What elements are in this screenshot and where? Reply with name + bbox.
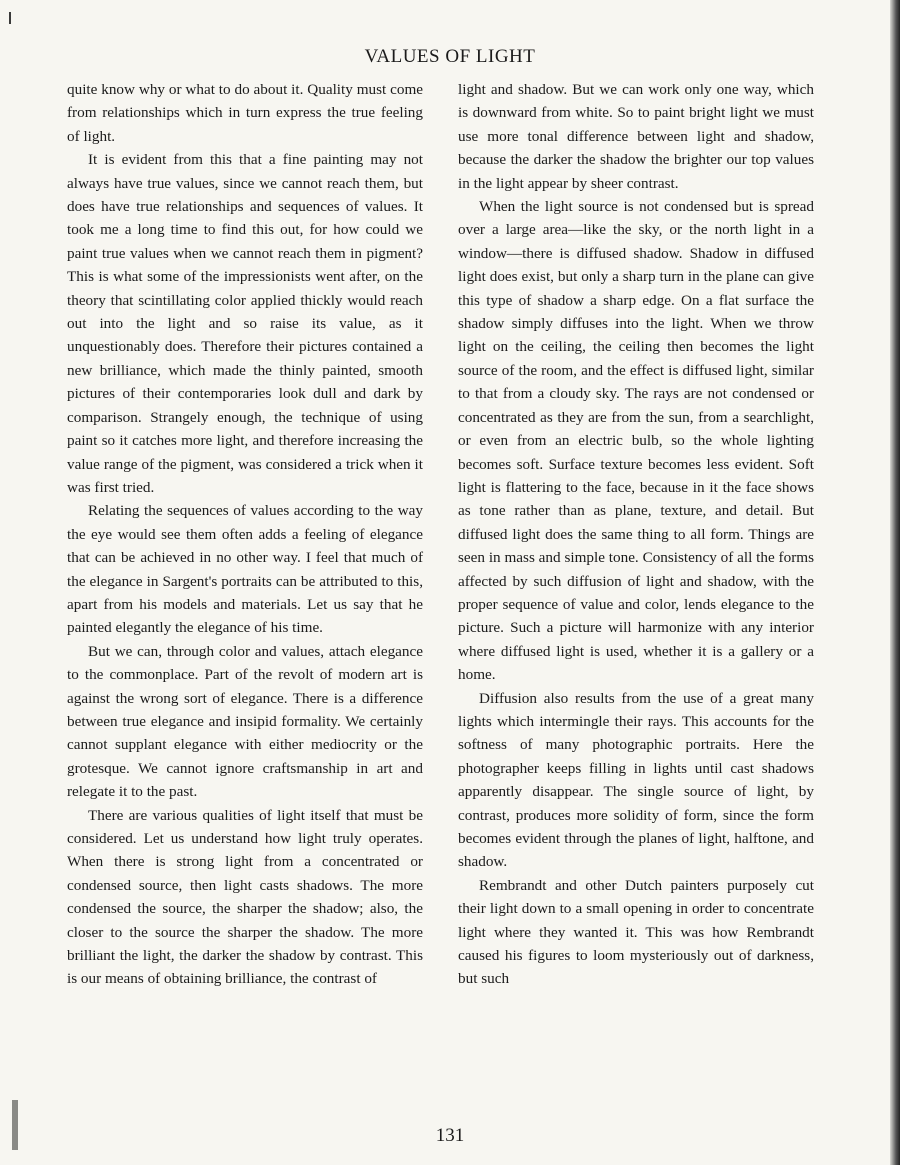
scan-mark bbox=[12, 1100, 18, 1150]
scan-mark bbox=[9, 12, 11, 24]
paragraph: There are various qualities of light itself that must be considered. Let us understand how light truly operates. When there is strong light from a concentrated or condensed source, then light casts shadows. The more condensed the source, the sharper the shadow; also, the closer to the source the sharper the shadow. The more brilliant the light, the darker the shadow by contrast. This is our means of obtaining brilliance, the contrast of bbox=[67, 806, 423, 988]
running-title: VALUES OF LIGHT bbox=[364, 46, 536, 67]
page-number: 131 bbox=[435, 1125, 465, 1146]
paragraph: Rembrandt and other Dutch painters purposely cut their light down to a small opening in order to concentrate light where they wanted it. This was how Rembrandt caused his figures to loom mysteriously out of darkness, but such bbox=[458, 876, 814, 988]
paragraph: But we can, through color and values, attach elegance to the commonplace. Part of the revolt of modern art is against the wrong sort of elegance. There is a difference between true elegance and insipid formality. We certainly cannot supplant elegance with either mediocrity or the grotesque. We cannot ignore craftsmanship in art and relegate it to the past. bbox=[67, 642, 423, 801]
right-column bbox=[458, 78, 814, 991]
paragraph: Diffusion also results from the use of a great many lights which intermingle their rays. This accounts for the softness of many photographic portraits. Here the photographer keeps filling in lights until cast shadows apparently disappear. The single source of light, by contrast, produces more solidity of form, since the form becomes evident through the planes of light, halftone, and shadow. bbox=[458, 689, 814, 871]
paragraph: light and shadow. But we can work only one way, which is downward from white. So to paint bright light we must use more tonal difference between light and shadow, because the darker the shadow the brighter our top values in the light appear by sheer contrast. bbox=[458, 81, 814, 192]
paragraph: It is evident from this that a fine painting may not always have true values, since we cannot reach them, but does have true relationships and sequences of values. It took me a long time to find this out, for how could we paint true values when we cannot reach them in pigment? This is what some of the impressionists went after, on the theory that scintillating color applied thickly would reach out into the light and so raise its value, as it unquestionably does. Therefore their pictures contained a new brilliance, which made the thinly painted, smooth pictures of their contemporaries look dull and dark by comparison. Strangely enough, the technique of using paint so it catches more light, and therefore increasing the value range of the pigment, was considered a trick when it was first tried. bbox=[67, 151, 423, 496]
paragraph: quite know why or what to do about it. Quality must come from relationships which in turn express the true feeling of light. bbox=[67, 81, 423, 145]
left-column bbox=[67, 78, 423, 991]
paragraph: When the light source is not condensed but is spread over a large area—like the sky, or the north light in a window—there is diffused shadow. Shadow in diffused light does exist, but only a sharp turn in the plane can give this type of shadow a sharp edge. On a flat surface the shadow simply diffuses into the light. When we throw light on the ceiling, the ceiling then becomes the light source of the room, and the effect is diffused light, similar to that from a cloudy sky. The rays are not condensed or concentrated as they are from the sun, from a searchlight, or even from an electric bulb, so the whole lighting becomes soft. Surface texture becomes less evident. Soft light is flattering to the face, because in it the face shows as tone rather than as plane, texture, and detail. But diffused light does the same thing to all form. Things are seen in mass and simple tone. Consistency of all the forms affected by such diffusion of light and shadow, with the proper sequence of value and color, lends elegance to the picture. Such a picture will harmonize with any interior where diffused light is used, whether it is a gallery or a home. bbox=[458, 198, 814, 684]
page-edge-shadow bbox=[890, 0, 900, 1165]
paragraph: Relating the sequences of values according to the way the eye would see them often adds a feeling of elegance that can be achieved in no other way. I feel that much of the elegance in Sargent's portraits can be attributed to this, apart from his models and materials. Let us say that he painted elegantly the elegance of his time. bbox=[67, 502, 423, 637]
